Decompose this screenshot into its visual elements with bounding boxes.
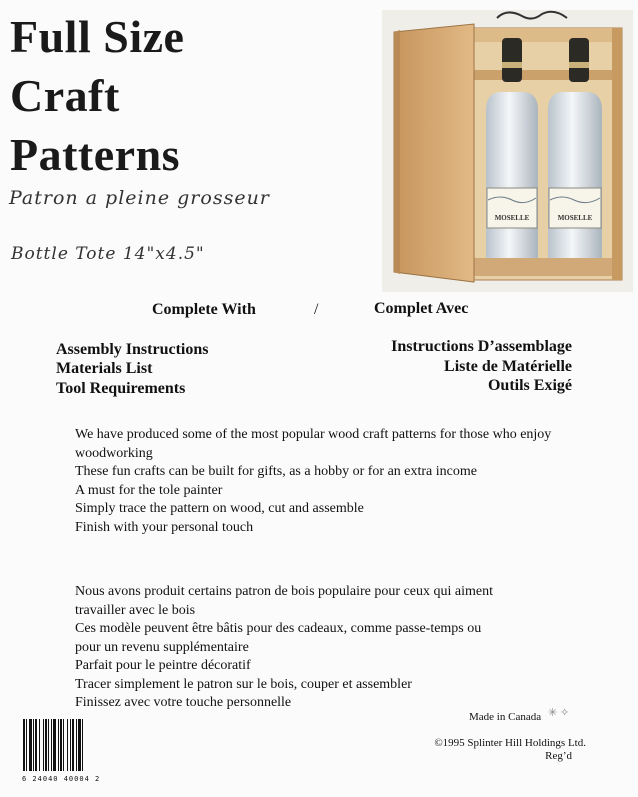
barcode-bar	[82, 719, 83, 771]
paragraph-line: Finissez avec votre touche personnelle	[75, 695, 292, 710]
paragraph-line: Parfait pour le peintre décoratif	[75, 658, 251, 673]
made-in-canada: Made in Canada	[469, 711, 542, 723]
title-line-2: Craft	[10, 70, 120, 121]
barcode	[22, 719, 120, 783]
barcode-bar	[43, 719, 44, 771]
barcode-bar	[23, 719, 25, 771]
list-item: Assembly Instructions	[56, 341, 209, 358]
barcode-bar	[67, 719, 68, 771]
barcode-bar	[26, 719, 27, 771]
complete-with-heading: Complete With	[152, 301, 256, 318]
bottle-label-right: MOSELLE	[557, 214, 593, 222]
title-line-1: Full Size	[10, 11, 185, 62]
barcode-bar	[29, 719, 32, 771]
bottle-tote-illustration	[382, 10, 633, 292]
barcode-bar	[76, 719, 77, 771]
paragraph-line: We have produced some of the most popular wood craft patterns for those who enjoy woodworking	[75, 427, 552, 461]
paragraph-line: A must for the tole painter	[75, 482, 223, 498]
description-english	[75, 426, 585, 537]
description-french	[75, 583, 495, 713]
paragraph-line: Simply trace the pattern on wood, cut and assemble	[75, 501, 364, 516]
maple-leaf-icon: ✳ ✧	[548, 707, 570, 719]
title-line-3: Patterns	[10, 129, 181, 180]
paragraph-line: Tracer simplement le patron sur le bois, couper et assembler	[75, 676, 412, 692]
paragraph-line: Nous avons produit certains patron de bois populaire pour ceux qui aiment travailler avec le bois	[75, 584, 493, 618]
paragraph-line: Finish with your personal touch	[75, 519, 254, 535]
barcode-bar	[53, 719, 56, 771]
barcode-bars	[22, 719, 120, 771]
barcode-bar	[35, 719, 37, 771]
barcode-bar	[72, 719, 74, 771]
barcode-number: 6 24040 40004 2	[22, 775, 101, 783]
complete-separator: /	[314, 301, 319, 318]
barcode-bar	[58, 719, 59, 771]
barcode-bar	[63, 719, 64, 771]
bottle-label-left: MOSELLE	[494, 214, 530, 222]
barcode-bar	[39, 719, 40, 771]
barcode-bar	[45, 719, 47, 771]
paragraph-line: These fun crafts can be built for gifts, as a hobby or for an extra income	[75, 464, 477, 479]
barcode-bar	[48, 719, 49, 771]
subtitle-french: Patron a pleine grosseur	[9, 187, 270, 209]
copyright: ©1995 Splinter Hill Holdings Ltd.	[434, 737, 586, 749]
product-photo	[382, 10, 633, 292]
barcode-bar	[78, 719, 81, 771]
barcode-bar	[60, 719, 62, 771]
paragraph-line: Ces modèle peuvent être bâtis pour des cadeaux, comme passe-temps ou pour un revenu supplémentaire	[75, 621, 482, 655]
barcode-bar	[51, 719, 52, 771]
barcode-bar	[70, 719, 71, 771]
list-item: Instructions D’assemblage	[391, 338, 572, 355]
list-item: Materials List	[56, 360, 153, 377]
list-item: Tool Requirements	[56, 380, 186, 397]
list-item: Liste de Matérielle	[444, 358, 572, 375]
barcode-bar	[33, 719, 34, 771]
complet-avec-heading: Complet Avec	[374, 300, 469, 317]
registered-mark: Reg’d	[545, 750, 572, 762]
list-item: Outils Exigé	[487, 377, 572, 394]
product-name: Bottle Tote 14"x4.5"	[11, 244, 205, 264]
